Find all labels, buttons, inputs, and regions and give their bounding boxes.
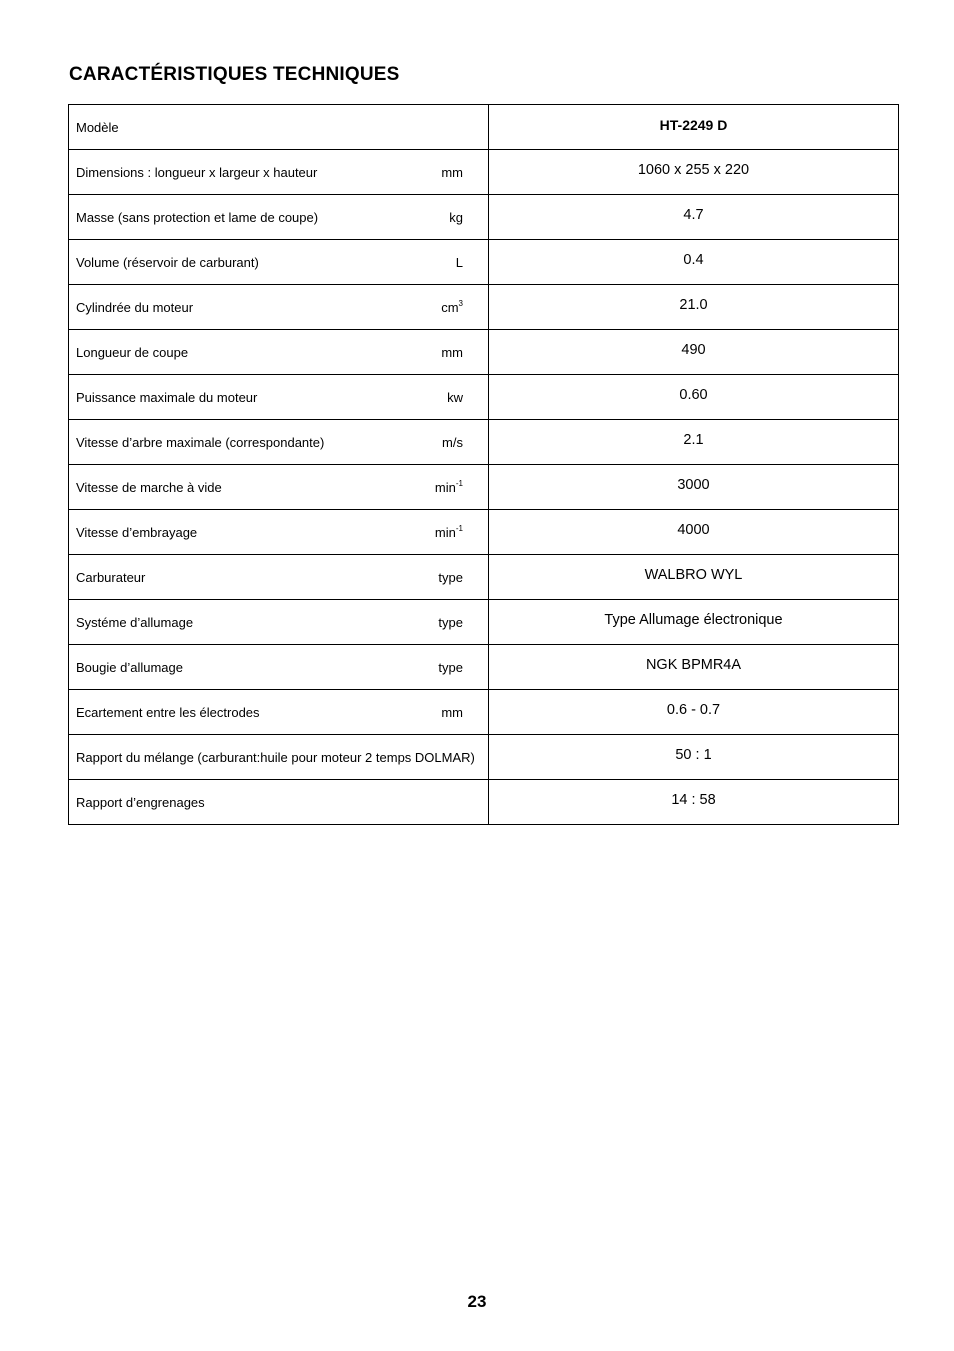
spec-value-cell [489,330,899,375]
spec-row [69,555,899,600]
spec-label: Ecartement entre les électrodes [76,704,260,720]
spec-value: 0.4 [683,252,704,268]
spec-label-cell [69,285,489,330]
model-value: HT-2249 D [659,117,728,133]
spec-value-cell [489,600,899,645]
spec-unit-text: mm [441,164,463,180]
spec-row [69,375,899,420]
spec-value: 50 : 1 [675,747,712,763]
spec-unit-text: L [455,254,463,270]
spec-unit-text: kw [447,389,463,405]
spec-label-cell [69,645,489,690]
spec-unit-text: mm [441,344,463,360]
spec-row [69,465,899,510]
spec-unit [456,255,463,270]
spec-label-cell [69,555,489,600]
spec-row [69,645,899,690]
spec-unit [449,210,463,225]
spec-row [69,690,899,735]
spec-table-body [69,105,899,825]
spec-value: 2.1 [683,432,704,448]
spec-value: Type Allumage électronique [604,612,783,628]
spec-unit-text: m/s [442,434,463,450]
spec-value: 4.7 [683,207,704,223]
spec-value-cell [489,195,899,240]
spec-row [69,735,899,780]
spec-value-cell [489,240,899,285]
spec-label: Vitesse d’arbre maximale (correspondante) [76,434,325,450]
spec-label: Longueur de coupe [76,344,189,360]
spec-row [69,150,899,195]
spec-row [69,600,899,645]
spec-value-cell [489,645,899,690]
spec-unit-text: cm [441,299,459,315]
spec-label-cell [69,420,489,465]
spec-unit-text: kg [449,209,463,225]
spec-label: Bougie d’allumage [76,659,183,675]
spec-value: 14 : 58 [671,792,716,808]
spec-value-cell [489,510,899,555]
spec-value: 1060 x 255 x 220 [637,162,750,178]
spec-unit-text: min [434,479,456,495]
spec-unit-exponent: -1 [455,478,463,488]
spec-label: Modèle [76,119,119,135]
spec-unit [435,525,463,540]
spec-row [69,105,899,150]
spec-table [68,104,899,825]
spec-unit [438,570,463,585]
spec-value: 3000 [677,477,710,493]
spec-value-cell [489,735,899,780]
spec-label: Masse (sans protection et lame de coupe) [76,209,319,225]
spec-label-cell [69,510,489,555]
spec-row [69,780,899,825]
spec-row [69,330,899,375]
spec-value-cell [489,555,899,600]
spec-unit [441,165,463,180]
spec-unit-text: type [438,569,463,585]
spec-label-cell [69,330,489,375]
spec-unit [441,345,463,360]
spec-label-cell [69,195,489,240]
spec-label: Puissance maximale du moteur [76,389,258,405]
spec-label-cell [69,375,489,420]
spec-value-cell [489,150,899,195]
spec-unit-exponent: -1 [455,523,463,533]
spec-unit-text: min [434,524,456,540]
spec-value-cell [489,780,899,825]
spec-value: 0.60 [679,387,708,403]
spec-unit [438,660,463,675]
spec-value: 21.0 [679,297,708,313]
spec-unit [438,615,463,630]
spec-unit [435,480,463,495]
spec-label: Volume (réservoir de carburant) [76,254,259,270]
spec-label: Dimensions : longueur x largeur x hauteur [76,164,318,180]
page-number: 23 [467,1292,487,1311]
page-title: CARACTÉRISTIQUES TECHNIQUES [69,64,400,85]
spec-value: 490 [681,342,706,358]
spec-label: Vitesse de marche à vide [76,479,222,495]
spec-label: Rapport du mélange (carburant:huile pour moteur 2 temps DOLMAR) [76,749,475,765]
spec-value: NGK BPMR4A [645,657,742,673]
spec-value-cell [489,690,899,735]
spec-label-cell [69,240,489,285]
spec-label: Vitesse d’embrayage [76,524,198,540]
spec-unit-text: type [438,614,463,630]
spec-label: Rapport d’engrenages [76,794,205,810]
spec-row [69,285,899,330]
spec-unit [442,435,463,450]
spec-value-cell [489,285,899,330]
spec-value: 4000 [677,522,710,538]
spec-label: Carburateur [76,569,146,585]
spec-value-cell [489,420,899,465]
spec-value-cell [489,465,899,510]
spec-row [69,195,899,240]
spec-unit [441,705,463,720]
spec-label-cell [69,600,489,645]
spec-unit-text: type [438,659,463,675]
spec-row [69,510,899,555]
spec-unit-text: mm [441,704,463,720]
spec-label-cell [69,690,489,735]
spec-value: WALBRO WYL [644,567,743,583]
spec-label-cell [69,465,489,510]
spec-unit-exponent: 3 [458,298,463,308]
spec-label-cell [69,105,489,150]
spec-label-cell [69,780,489,825]
model-value-cell [489,105,899,150]
spec-label: Cylindrée du moteur [76,299,194,315]
spec-label: Systéme d’allumage [76,614,194,630]
spec-row [69,420,899,465]
spec-value: 0.6 - 0.7 [666,702,721,718]
spec-unit [441,300,463,315]
spec-label-cell [69,735,489,780]
spec-row [69,240,899,285]
spec-unit [447,390,463,405]
spec-label-cell [69,150,489,195]
spec-value-cell [489,375,899,420]
